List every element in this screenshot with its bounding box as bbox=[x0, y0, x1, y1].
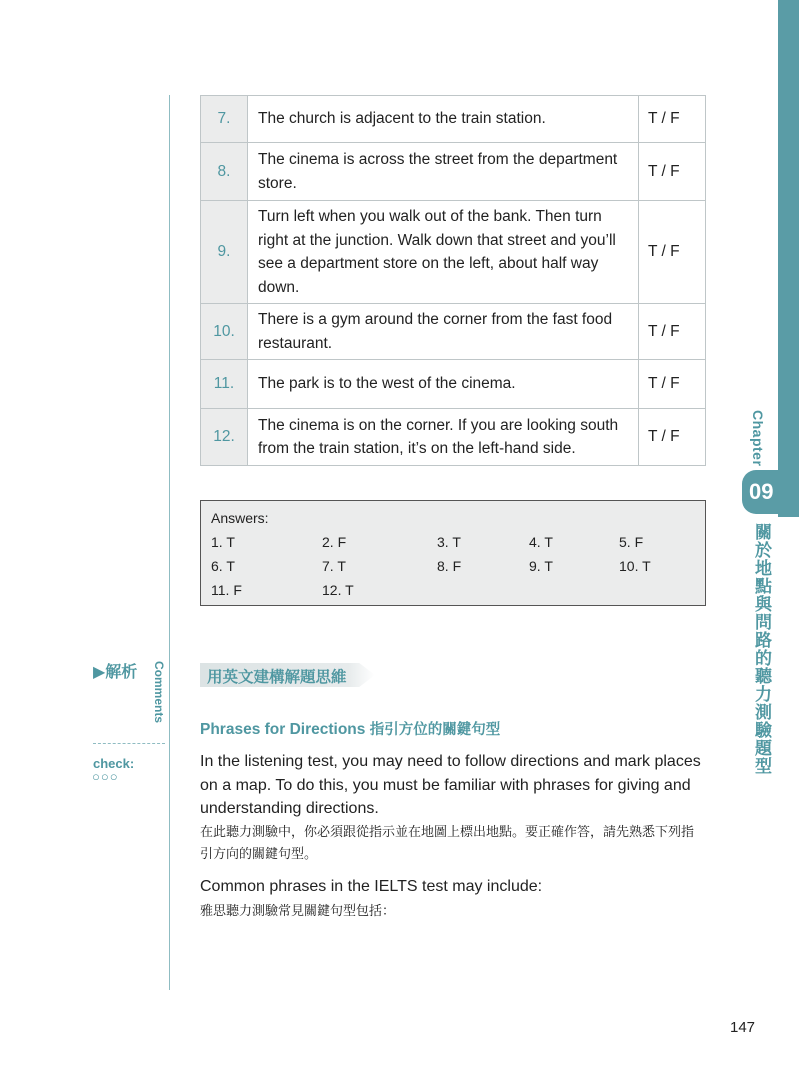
answer-item: 4. T bbox=[529, 534, 553, 550]
table-row bbox=[201, 360, 706, 409]
check-circles: ○○○ bbox=[92, 769, 119, 784]
margin-rule bbox=[169, 95, 170, 990]
section-banner-title: 用英文建構解題思維 bbox=[207, 669, 347, 686]
answer-item: 11. F bbox=[211, 582, 242, 598]
true-false-choice: T / F bbox=[639, 360, 706, 409]
true-false-choice: T / F bbox=[639, 143, 706, 201]
paragraph-en: In the listening test, you may need to follow directions and mark places on a map. To do this, you must be familiar with phrases for giving and understanding directions. bbox=[200, 753, 701, 817]
comments-label: ▶解析 bbox=[93, 664, 138, 681]
table-row bbox=[201, 201, 706, 304]
true-false-choice: T / F bbox=[639, 96, 706, 143]
answers-box bbox=[200, 500, 706, 606]
true-false-choice: T / F bbox=[639, 304, 706, 360]
statement-number: 7. bbox=[201, 96, 248, 143]
statement-text: The church is adjacent to the train station. bbox=[248, 96, 639, 143]
true-false-choice: T / F bbox=[639, 201, 706, 304]
chapter-label: Chapter bbox=[750, 410, 766, 467]
answer-item: 8. F bbox=[437, 558, 462, 574]
table-row bbox=[201, 409, 706, 466]
answer-item: 12. T bbox=[322, 582, 354, 598]
answer-item: 7. T bbox=[322, 558, 346, 574]
table-row bbox=[201, 304, 706, 360]
paragraph-zh: 在此聽力測驗中，你必須跟從指示並在地圖上標出地點。要正確作答，請先熟悉下列指引方向的關鍵句型。 bbox=[200, 824, 695, 861]
paragraph-zh: 雅思聽力測驗常見關鍵句型包括： bbox=[200, 903, 396, 918]
answer-item: 5. F bbox=[619, 534, 644, 550]
answers-heading: Answers: bbox=[211, 510, 269, 526]
statement-number: 9. bbox=[201, 201, 248, 304]
page-number: 147 bbox=[730, 1019, 756, 1036]
paragraph-en: Common phrases in the IELTS test may include: bbox=[200, 878, 543, 895]
statement-text: The cinema is on the corner. If you are looking south from the train station, it’s on the left-hand side. bbox=[248, 409, 639, 466]
subheading-zh: 指引方位的關鍵句型 bbox=[369, 722, 501, 738]
subheading-en: Phrases for Directions bbox=[200, 721, 366, 738]
table-row bbox=[201, 143, 706, 201]
divider bbox=[93, 743, 165, 744]
chapter-tab-bar bbox=[778, 0, 799, 517]
table-row bbox=[201, 96, 706, 143]
true-false-choice: T / F bbox=[639, 409, 706, 466]
chapter-number: 09 bbox=[742, 470, 799, 514]
check-label: check: bbox=[93, 756, 135, 771]
comments-label-en: Comments bbox=[152, 661, 166, 724]
statement-number: 11. bbox=[201, 360, 248, 409]
statement-text: The park is to the west of the cinema. bbox=[248, 360, 639, 409]
true-false-table bbox=[200, 95, 706, 466]
answer-item: 2. F bbox=[322, 534, 347, 550]
statement-number: 12. bbox=[201, 409, 248, 466]
statement-number: 8. bbox=[201, 143, 248, 201]
answer-item: 9. T bbox=[529, 558, 553, 574]
statement-text: The cinema is across the street from the department store. bbox=[248, 143, 639, 201]
statement-text: Turn left when you walk out of the bank. Then turn right at the junction. Walk down that street and you’ll see a department store on the left, about half way down. bbox=[248, 201, 639, 304]
answer-item: 6. T bbox=[211, 558, 235, 574]
statement-text: There is a gym around the corner from the fast food restaurant. bbox=[248, 304, 639, 360]
answer-item: 3. T bbox=[437, 534, 461, 550]
section-subheading bbox=[200, 718, 500, 739]
answer-item: 10. T bbox=[619, 558, 651, 574]
statement-number: 10. bbox=[201, 304, 248, 360]
answer-item: 1. T bbox=[211, 534, 235, 550]
chapter-title: 關於地點與問路的聽力測驗題型 bbox=[752, 523, 771, 775]
